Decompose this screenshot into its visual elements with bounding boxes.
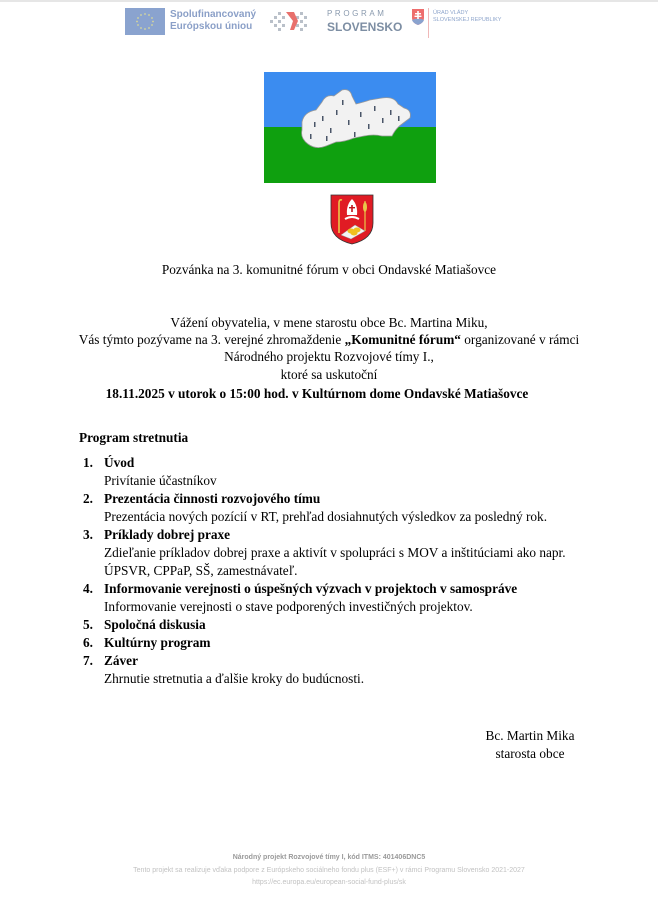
program-item-desc: Prezentácia nových pozícií v RT, prehľad dosiahnutých výsledkov za posledný rok. (104, 509, 548, 524)
program-slovensko-text: PROGRAM SLOVENSKO (327, 9, 403, 34)
municipal-coat-of-arms-icon (329, 193, 375, 245)
takes-place-line: ktoré sa uskutoční (280, 367, 378, 382)
program-heading: Program stretnutia (79, 430, 189, 445)
program-item-title: Spoločná diskusia (104, 617, 206, 632)
program-slovensko-logo-icon (268, 9, 310, 35)
program-item-desc: Zdieľanie príkladov dobrej praxe a aktivít v spolupráci s MOV a inštitúciami ako napr. (104, 545, 566, 560)
signature-name: Bc. Martin Mika (485, 728, 575, 743)
event-date-location: 18.11.2025 v utorok o 15:00 hod. v Kultúrnom dome Ondavské Matiašovce (105, 386, 529, 401)
footer-project-code: Národný projekt Rozvojové tímy I, kód ITMS: 401406DNC5 (232, 854, 426, 861)
urad-vlady-text: ÚRAD VLÁDY SLOVENSKEJ REPUBLIKY (433, 10, 502, 23)
footer-url-link[interactable]: https://ec.europa.eu/european-social-fund-plus/sk (252, 879, 406, 886)
event-name: „Komunitné fórum“ (344, 332, 461, 347)
document-title: Pozvánka na 3. komunitné fórum v obci Ondavské Matiašovce (161, 262, 497, 277)
community-flag-image (264, 72, 436, 183)
program-item-desc: ÚPSVR, CPPaP, SŠ, zamestnávateľ. (104, 563, 298, 578)
program-item-desc: Informovanie verejnosti o stave podporených investičných projektov. (104, 599, 473, 614)
slovak-emblem-icon (411, 8, 425, 26)
project-line: Národného projektu Rozvojové tímy I., (224, 349, 434, 364)
program-item-title: Prezentácia činnosti rozvojového tímu (104, 491, 321, 506)
invitation-line: Vás týmto pozývame na 3. verejné zhromaždenie „Komunitné fórum“ organizované v rámci (78, 332, 580, 347)
eu-flag-icon (125, 8, 165, 35)
program-item-title: Príklady dobrej praxe (104, 527, 231, 542)
logo-separator (428, 8, 429, 38)
program-item-desc: Zhrnutie stretnutia a ďalšie kroky do budúcnosti. (104, 671, 365, 686)
eu-cofunded-text: Spolufinancovaný Európskou úniou (170, 9, 257, 32)
program-item-title: Kultúrny program (104, 635, 211, 650)
footer-funding-note: Tento projekt sa realizuje vďaka podpore z Európskeho sociálneho fondu plus (ESF+) v rámci Programu Slovensko 2021-2027 (133, 867, 525, 874)
signature-role: starosta obce (495, 746, 565, 761)
greeting-line: Vážení obyvatelia, v mene starostu obce Bc. Martina Miku, (170, 315, 488, 330)
program-item-desc: Privítanie účastníkov (104, 473, 217, 488)
page-top-border (0, 0, 658, 2)
program-item-title: Úvod (104, 455, 135, 470)
program-item-title: Záver (104, 653, 138, 668)
program-item-title: Informovanie verejnosti o úspešných výzvach v projektoch v samospráve (104, 581, 518, 596)
